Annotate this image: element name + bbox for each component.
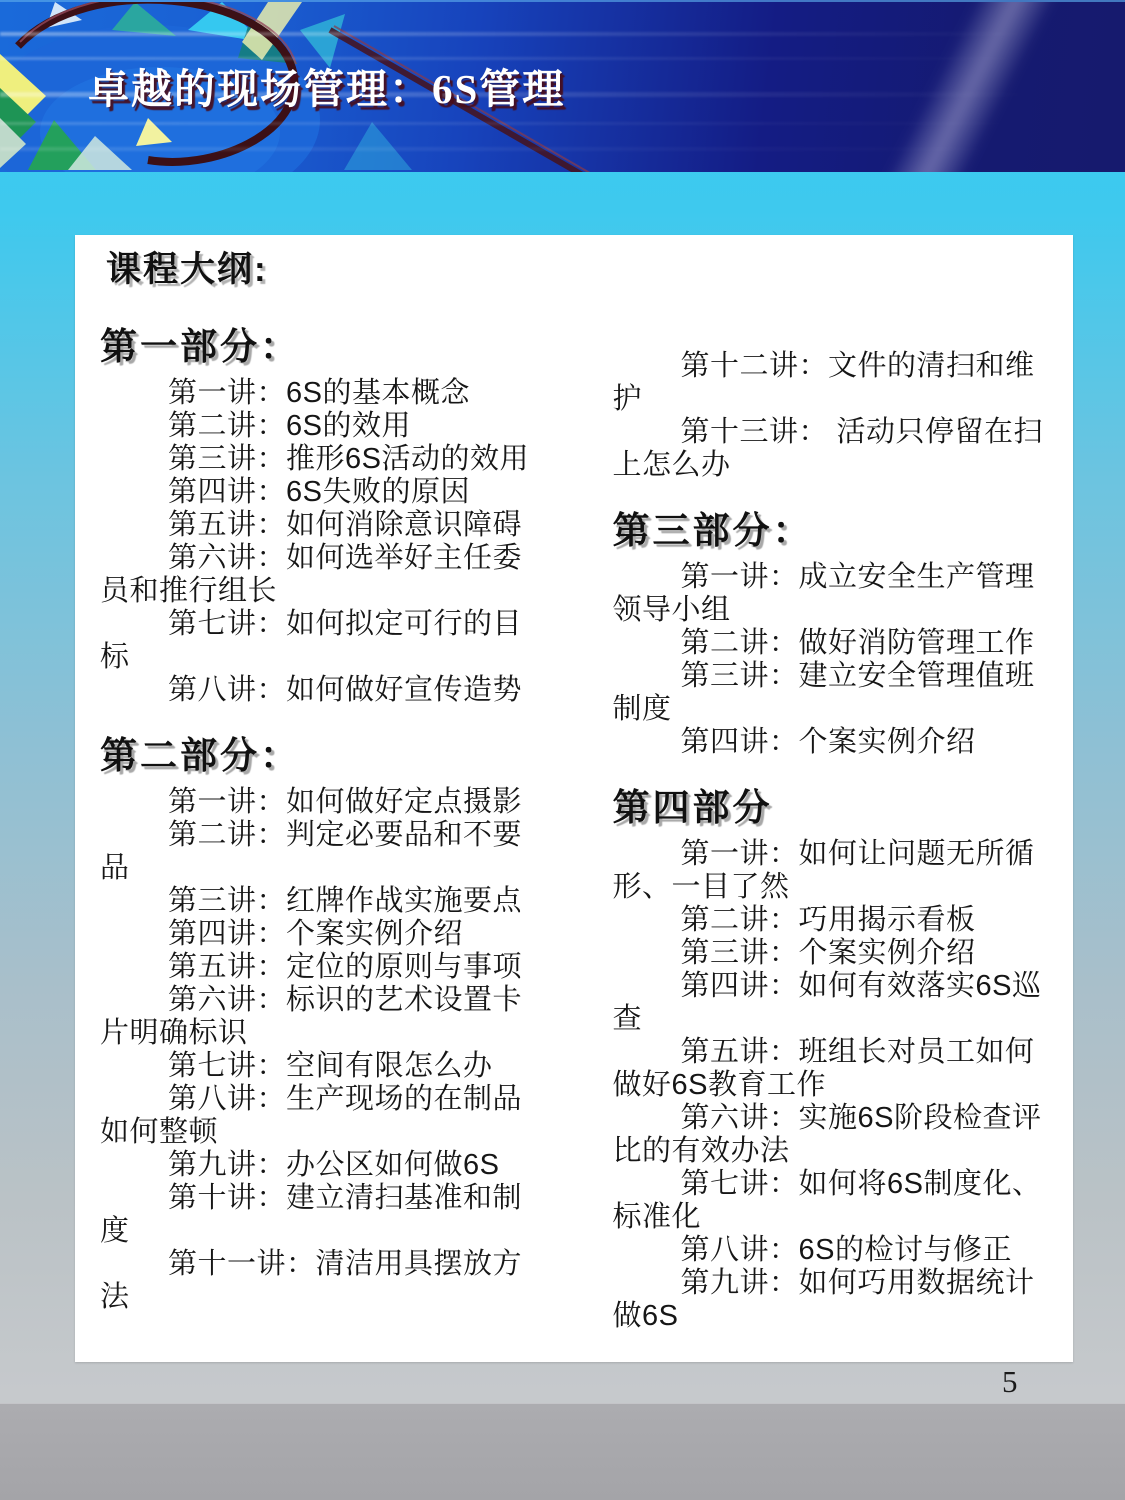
outline-item: 第三讲：红牌作战实施要点	[168, 885, 523, 917]
outline-item: 第十一讲：清洁用具摆放方法	[100, 1248, 523, 1313]
outline-item: 第四讲：6S失败的原因	[168, 476, 470, 508]
section-title: 第一部分：	[100, 326, 300, 367]
outline-item: 第四讲：个案实例介绍	[168, 918, 464, 950]
section-title: 第三部分：	[612, 510, 813, 551]
outline-item: 第三讲：推形6S活动的效用	[168, 443, 529, 475]
outline-item: 第六讲：如何选举好主任委员和推行组长	[100, 542, 523, 607]
outline-item: 第四讲：个案实例介绍	[680, 726, 976, 758]
outline-item: 第八讲：6S的检讨与修正	[680, 1234, 1012, 1266]
outline-item: 第八讲：生产现场的在制品如何整顿	[100, 1083, 523, 1148]
outline-item: 第二讲：判定必要品和不要品	[100, 819, 523, 884]
outline-item: 第十三讲： 活动只停留在扫上怎么办	[612, 416, 1044, 481]
title-banner	[0, 0, 1125, 172]
outline-item: 第三讲：个案实例介绍	[680, 937, 976, 969]
outline-item: 第二讲：做好消防管理工作	[680, 627, 1035, 659]
outline-item: 第六讲：标识的艺术设置卡片明确标识	[100, 984, 523, 1049]
outline-item: 第十讲：建立清扫基准和制度	[100, 1182, 523, 1247]
slide-title: 卓越的现场管理：6S管理	[88, 66, 566, 112]
outline-item: 第一讲：6S的基本概念	[168, 377, 470, 409]
bottom-bar	[0, 1403, 1125, 1500]
outline-section	[613, 786, 1046, 1333]
outline-item: 第七讲：如何拟定可行的目标	[100, 608, 523, 673]
outline-item: 第三讲：建立安全管理值班制度	[612, 660, 1035, 725]
outline-item: 第八讲：如何做好宣传造势	[168, 674, 523, 706]
outline-heading: 课程大纲:	[106, 250, 268, 289]
outline-item: 第五讲：如何消除意识障碍	[168, 509, 523, 541]
outline-section	[613, 350, 1046, 482]
page-number: 5	[1002, 1364, 1018, 1399]
section-title: 第二部分：	[100, 735, 300, 776]
outline-item: 第七讲：空间有限怎么办	[168, 1050, 493, 1082]
outline-column-right	[613, 325, 1046, 1333]
outline-item: 第五讲：定位的原则与事项	[168, 951, 523, 983]
outline-item: 第九讲：如何巧用数据统计做6S	[612, 1267, 1035, 1332]
outline-item: 第七讲：如何将6S制度化、标准化	[612, 1168, 1042, 1233]
outline-item: 第二讲：6S的效用	[168, 410, 411, 442]
outline-item: 第九讲：办公区如何做6S	[168, 1149, 500, 1181]
outline-column-left	[100, 325, 533, 1314]
outline-columns	[100, 325, 1045, 1333]
outline-item: 第五讲：班组长对员工如何做好6S教育工作	[612, 1036, 1035, 1101]
outline-item: 第四讲：如何有效落实6S巡查	[612, 970, 1042, 1035]
section-title: 第四部分	[612, 787, 773, 828]
outline-card	[75, 235, 1073, 1362]
outline-section	[100, 734, 533, 1314]
outline-item: 第一讲：如何做好定点摄影	[168, 786, 523, 818]
outline-item: 第二讲：巧用揭示看板	[680, 904, 976, 936]
diagonal-light-beam	[869, 0, 1077, 172]
outline-item: 第一讲：成立安全生产管理领导小组	[612, 561, 1035, 626]
outline-section	[613, 509, 1046, 759]
outline-item: 第六讲：实施6S阶段检查评比的有效办法	[612, 1102, 1042, 1167]
outline-item: 第一讲：如何让问题无所循形、一目了然	[612, 838, 1035, 903]
outline-section	[100, 325, 533, 707]
outline-item: 第十二讲：文件的清扫和维护	[612, 350, 1035, 415]
